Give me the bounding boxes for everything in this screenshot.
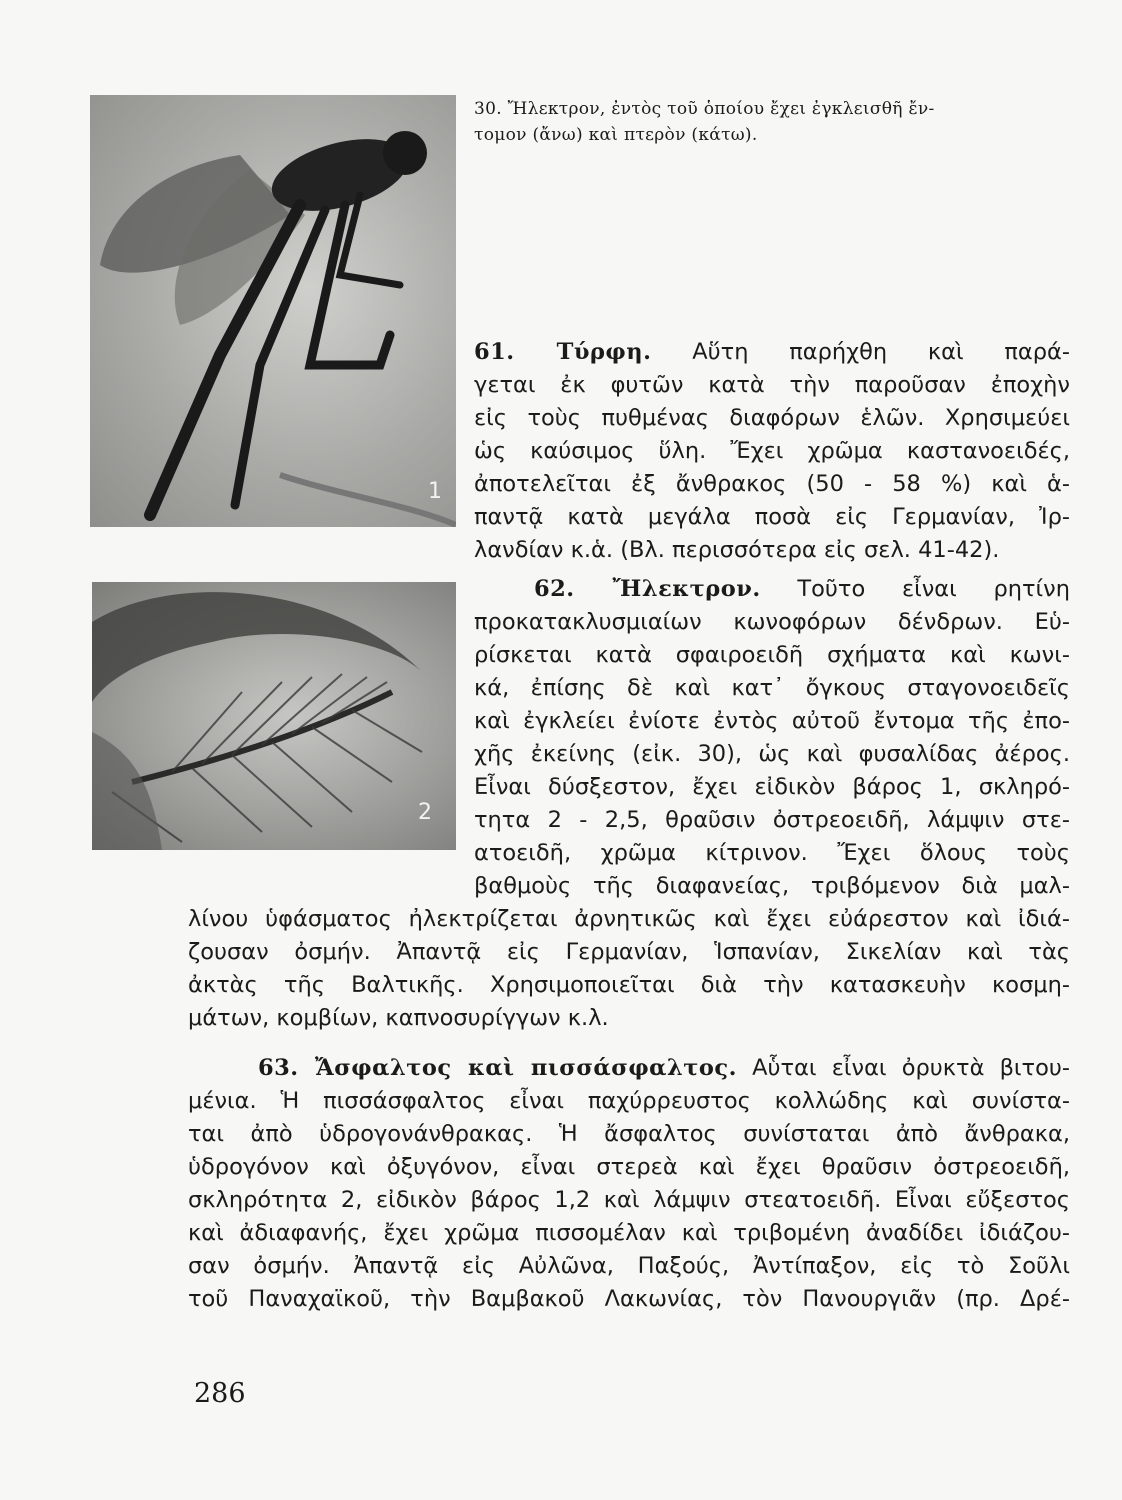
text-line: ατοειδῆ, χρῶμα κίτρινον. Ἔχει ὅλους τοὺς: [474, 840, 1070, 866]
text-line: ὡς καύσιμος ὕλη. Ἔχει χρῶμα καστανοειδές,: [474, 438, 1070, 464]
amber-feather-photo: [92, 582, 456, 850]
text-line: σαν ὀσμήν. Ἀπαντᾷ εἰς Αὐλῶνα, Παξούς, Ἀντίπαξον, εἰς τὸ Σοῦλι: [188, 1253, 1070, 1279]
text-line: λίνου ὑφάσματος ἠλεκτρίζεται ἀρνητικῶς καὶ ἔχει εὐάρεστον καὶ ἰδιά-: [188, 906, 1070, 932]
text-line: σκληρότητα 2, εἰδικὸν βάρος 1,2 καὶ λάμψιν στεατοειδῆ. Εἶναι εὔξεστος: [188, 1187, 1070, 1213]
text-line: ζουσαν ὀσμήν. Ἀπαντᾷ εἰς Γερμανίαν, Ἱσπανίαν, Σικελίαν καὶ τὰς: [188, 939, 1070, 965]
text-line: βαθμοὺς τῆς διαφανείας, τριβόμενον διὰ μαλ-: [474, 873, 1070, 899]
text-line: Τοῦτο εἶναι ρητίνη: [797, 576, 1070, 602]
text-line: ἀκτὰς τῆς Βαλτικῆς. Χρησιμοποιεῖται διὰ τὴν κατασκευὴν κοσμη-: [188, 972, 1070, 998]
text-line: ἀποτελεῖται ἐξ ἄνθρακος (50 - 58 %) καὶ ἁ-: [474, 471, 1070, 497]
text-line: γεται ἐκ φυτῶν κατὰ τὴν παροῦσαν ἐποχὴν: [474, 372, 1070, 398]
text-line: τητα 2 - 2,5, θραῦσιν ὀστρεοειδῆ, λάμψιν στε-: [474, 807, 1070, 833]
text-line: καὶ ἀδιαφανής, ἔχει χρῶμα πισσομέλαν καὶ τριβομένη ἀναδίδει ἰδιάζου-: [188, 1220, 1070, 1246]
text-line: λανδίαν κ.ἁ. (Βλ. περισσότερα εἰς σελ. 41-42).: [474, 537, 1000, 563]
text-line: μένια. Ἡ πισσάσφαλτος εἶναι παχύρρευστος κολλώδης καὶ συνίστα-: [188, 1088, 1070, 1114]
text-line: μάτων, κομβίων, καπνοσυρίγγων κ.λ.: [188, 1005, 609, 1031]
section-63-heading: 63. Ἄσφαλτος καὶ πισσάσφαλτος.: [258, 1055, 737, 1081]
photo-1-label: 1: [428, 479, 442, 504]
amber-insect-photo: [90, 95, 456, 527]
text-line: εἰς τοὺς πυθμένας διαφόρων ἑλῶν. Χρησιμεύει: [474, 405, 1070, 431]
insect-illustration: [90, 95, 456, 527]
page-number: 286: [194, 1378, 246, 1409]
section-62-heading: 62. Ἤλεκτρον.: [534, 576, 761, 602]
text-line: κά, ἐπίσης δὲ καὶ κατ᾽ ὄγκους σταγονοειδεῖς: [474, 675, 1070, 701]
text-line: ὑδρογόνον καὶ ὀξυγόνον, εἶναι στερεὰ καὶ ἔχει θραῦσιν ὀστρεοειδῆ,: [188, 1154, 1070, 1180]
photo-2-label: 2: [418, 800, 432, 825]
figure-caption: [474, 96, 1074, 148]
text-line: ρίσκεται κατὰ σφαιροειδῆ σχήματα καὶ κωνι-: [474, 642, 1070, 668]
feather-illustration: [92, 582, 456, 850]
text-line: Αὕτη παρήχθη καὶ παρά-: [692, 339, 1070, 365]
text-line: καὶ ἐγκλείει ἐνίοτε ἐντὸς αὐτοῦ ἔντομα τῆς ἐπο-: [474, 708, 1070, 734]
caption-line: 30. Ἤλεκτρον, ἐντὸς τοῦ ὁποίου ἔχει ἐγκλεισθῆ ἔν-: [474, 99, 935, 119]
text-line: χῆς ἐκείνης (εἰκ. 30), ὡς καὶ φυσαλίδας ἀέρος.: [474, 741, 1070, 767]
text-line: τοῦ Παναχαϊκοῦ, τὴν Βαμβακοῦ Λακωνίας, τὸν Πανουργιᾶν (πρ. Δρέ-: [188, 1286, 1070, 1312]
text-line: παντᾷ κατὰ μεγάλα ποσὰ εἰς Γερμανίαν, Ἰρ-: [474, 504, 1070, 530]
section-61-heading: 61. Τύρφη.: [474, 339, 652, 365]
text-line: Εἶναι δύσξεστον, ἔχει εἰδικὸν βάρος 1, σκληρό-: [474, 774, 1070, 800]
section-61-first-line: [474, 337, 1070, 367]
caption-line: τομον (ἄνω) καὶ πτερὸν (κάτω).: [474, 125, 758, 145]
section-63-first-line: [258, 1053, 1070, 1083]
section-62-first-line: [534, 574, 1070, 604]
text-line: Αὗται εἶναι ὀρυκτὰ βιτου-: [752, 1055, 1070, 1081]
text-line: προκατακλυσμιαίων κωνοφόρων δένδρων. Εὑ-: [474, 609, 1070, 635]
text-line: ται ἀπὸ ὑδρογονάνθρακας. Ἡ ἄσφαλτος συνίσταται ἀπὸ ἄνθρακα,: [188, 1121, 1070, 1147]
